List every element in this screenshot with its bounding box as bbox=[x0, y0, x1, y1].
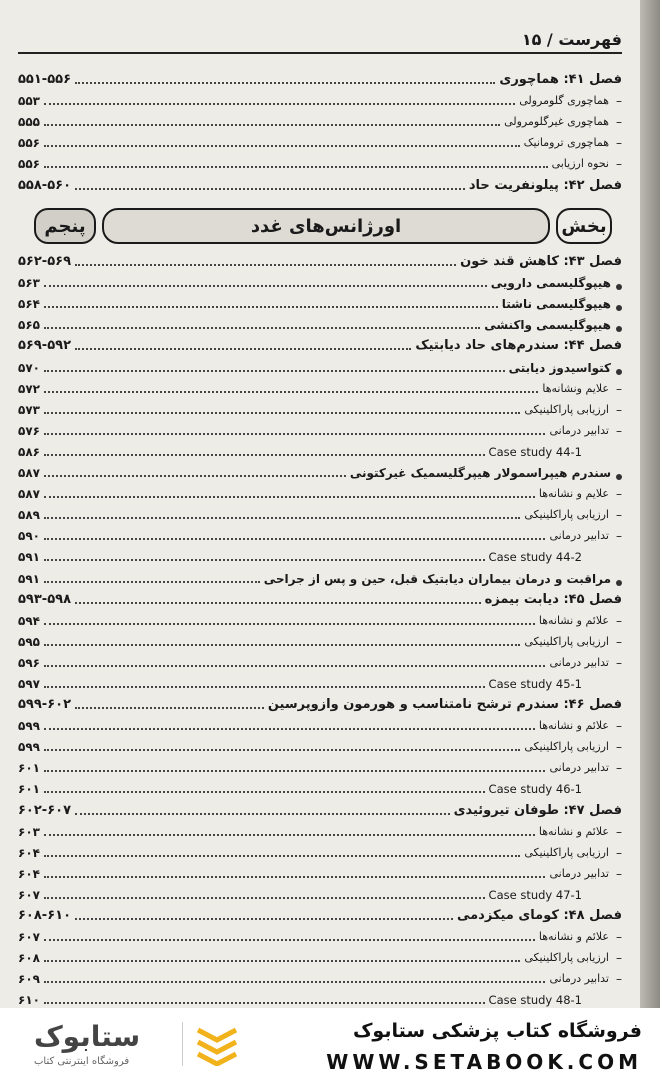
toc-entry-label bbox=[539, 487, 613, 501]
toc-page-number: ۵۵۸-۵۶۰ bbox=[18, 177, 72, 193]
toc-page-number: ۵۵۳ bbox=[18, 94, 40, 109]
section-title: اورژانس‌های غدد bbox=[102, 208, 550, 244]
dash-icon: – bbox=[616, 157, 622, 172]
page-header bbox=[18, 32, 622, 54]
toc-page-number: ۶۰۲-۶۰۷ bbox=[18, 802, 72, 818]
toc-page-number: ۵۹۴ bbox=[18, 613, 40, 628]
toc-row-sub bbox=[18, 524, 622, 545]
toc-entry-label bbox=[542, 382, 613, 396]
toc-page-number: ۵۶۴ bbox=[18, 297, 40, 312]
toc-page-number: ۵۹۹ bbox=[18, 740, 40, 755]
toc-entry-label bbox=[549, 867, 613, 881]
dash-icon: – bbox=[616, 824, 622, 839]
toc-row-chapter bbox=[18, 68, 622, 89]
section-number: پنجم bbox=[34, 208, 96, 244]
page-edge bbox=[640, 0, 660, 1008]
dash-icon: – bbox=[616, 381, 622, 396]
toc-entry-label bbox=[549, 424, 613, 438]
toc-page-number: ۵۸۷ bbox=[18, 487, 40, 502]
toc-entry-text: فصل ۴۷: طوفان تیروئیدی bbox=[453, 802, 622, 818]
toc-page-number: ۵۵۶ bbox=[18, 136, 40, 151]
dot-leader bbox=[75, 82, 495, 84]
toc-page-number: ۵۸۶ bbox=[18, 444, 40, 459]
toc-page-number: ۵۷۲ bbox=[18, 381, 40, 396]
dot-leader bbox=[44, 475, 346, 477]
dot-leader bbox=[44, 644, 520, 646]
dash-icon: – bbox=[616, 487, 622, 502]
toc-row-bullet bbox=[18, 313, 622, 334]
toc-row-chapter bbox=[18, 250, 622, 271]
dot-leader bbox=[44, 855, 520, 857]
dot-leader bbox=[44, 517, 520, 519]
toc-row-sub bbox=[18, 841, 622, 862]
logo-wordmark: ستابوک bbox=[34, 1020, 141, 1053]
dot-leader bbox=[44, 559, 485, 561]
toc-entry-text: فصل ۴۳: کاهش قند خون bbox=[460, 254, 622, 270]
toc-entry-label bbox=[539, 825, 613, 839]
bullet-icon bbox=[616, 305, 622, 311]
toc-row-sub bbox=[18, 862, 622, 883]
logo-tagline: فروشگاه اینترنتی کتاب bbox=[34, 1056, 130, 1067]
dot-leader bbox=[75, 707, 264, 709]
section-banner bbox=[34, 208, 612, 244]
dash-icon: – bbox=[616, 136, 622, 151]
toc-entry-text: کتواسیدوز دیابتی bbox=[508, 360, 611, 375]
toc-list-main bbox=[18, 250, 622, 1008]
dot-leader bbox=[44, 454, 485, 456]
toc-entry-text: ارزیابی پاراکلینیکی bbox=[524, 740, 609, 754]
toc-entry-text: Case study 46-1 bbox=[488, 782, 582, 797]
toc-entry-label bbox=[489, 782, 622, 796]
toc-page-number: ۶۱۰ bbox=[18, 993, 40, 1008]
toc-entry-text: هماچوری غیرگلومرولی bbox=[504, 115, 609, 129]
toc-entry-label bbox=[524, 508, 613, 522]
dot-leader bbox=[44, 939, 535, 941]
toc-page-number: ۶۰۸ bbox=[18, 951, 40, 966]
store-url[interactable]: WWW.SETABOOK.COM bbox=[326, 1050, 642, 1074]
toc-entry-text: علائم و نشانه‌ها bbox=[538, 824, 609, 838]
toc-row-sub bbox=[18, 946, 622, 967]
toc-row-sub bbox=[18, 967, 622, 988]
toc-page-number: ۶۰۳ bbox=[18, 824, 40, 839]
toc-row-bullet bbox=[18, 566, 622, 587]
toc-row-bullet bbox=[18, 461, 622, 482]
toc-page-number: ۵۹۰ bbox=[18, 529, 40, 544]
toc-entry-label bbox=[539, 719, 613, 733]
toc-entry-text: هیپوگلیسمی دارویی bbox=[490, 276, 611, 291]
dash-icon: – bbox=[616, 655, 622, 670]
toc-page-number: ۵۷۶ bbox=[18, 423, 40, 438]
dash-icon: – bbox=[616, 951, 622, 966]
toc-entry-text: تدابیر درمانی bbox=[549, 529, 609, 543]
toc-row-case bbox=[18, 672, 622, 693]
toc-row-case bbox=[18, 777, 622, 798]
toc-entry-label bbox=[264, 572, 611, 586]
dot-leader bbox=[44, 770, 545, 772]
dot-leader bbox=[44, 876, 545, 878]
toc-row-case bbox=[18, 988, 622, 1008]
dot-leader bbox=[44, 285, 487, 287]
toc-entry-label bbox=[491, 276, 611, 290]
toc-entry-text: Case study 44-1 bbox=[488, 444, 582, 459]
toc-entry-text: ارزیابی پاراکلینیکی bbox=[524, 951, 609, 965]
toc-entry-text: تدابیر درمانی bbox=[549, 761, 609, 775]
dash-icon: – bbox=[616, 930, 622, 945]
toc-entry-label bbox=[519, 94, 613, 108]
toc-row-sub bbox=[18, 110, 622, 131]
toc-row-sub bbox=[18, 630, 622, 651]
toc-entry-text: علایم ونشانه‌ها bbox=[542, 381, 609, 395]
toc-page-number: ۵۵۵ bbox=[18, 115, 40, 130]
toc-entry-text: فصل ۴۱: هماچوری bbox=[499, 72, 622, 88]
dot-leader bbox=[44, 791, 485, 793]
toc-page-number: ۵۵۱-۵۵۶ bbox=[18, 72, 72, 88]
dot-leader bbox=[44, 103, 515, 105]
dash-icon: – bbox=[616, 845, 622, 860]
toc-page-number: ۵۹۹-۶۰۲ bbox=[18, 697, 72, 713]
dot-leader bbox=[44, 623, 535, 625]
toc-entry-text: فصل ۴۶: سندرم ترشح نامتناسب و هورمون وازوپرسین bbox=[267, 697, 622, 713]
toc-page-number: ۵۶۲-۵۶۹ bbox=[18, 254, 72, 270]
dot-leader bbox=[44, 166, 548, 168]
dot-leader bbox=[44, 1002, 485, 1004]
toc-entry-label bbox=[504, 115, 613, 129]
dash-icon: – bbox=[616, 740, 622, 755]
store-footer bbox=[0, 1008, 660, 1080]
toc-row-chapter bbox=[18, 904, 622, 925]
toc-entry-text: فصل ۴۴: سندرم‌های حاد دیابتیک bbox=[415, 338, 622, 354]
toc-entry-label bbox=[489, 993, 622, 1007]
dot-leader bbox=[44, 433, 545, 435]
toc-page-number: ۶۰۷ bbox=[18, 887, 40, 902]
toc-row-bullet bbox=[18, 271, 622, 292]
toc-page-number: ۶۰۸-۶۱۰ bbox=[18, 908, 72, 923]
toc-entry-label bbox=[524, 951, 613, 965]
toc-row-sub bbox=[18, 482, 622, 503]
toc-page-number: ۶۰۹ bbox=[18, 972, 40, 987]
toc-entry-text: هیپوگلیسمی ناشتا bbox=[501, 297, 611, 312]
toc-entry-label bbox=[549, 656, 613, 670]
dot-leader bbox=[44, 306, 498, 308]
dash-icon: – bbox=[616, 866, 622, 881]
toc-entry-text: علایم و نشانه‌ها bbox=[538, 487, 609, 501]
toc-row-sub bbox=[18, 820, 622, 841]
toc-row-sub bbox=[18, 735, 622, 756]
toc-entry-text: تدابیر درمانی bbox=[549, 655, 609, 669]
toc-entry-label bbox=[524, 846, 613, 860]
toc-page-number: ۵۹۱ bbox=[18, 571, 40, 586]
toc-page-number: ۵۶۵ bbox=[18, 318, 40, 333]
toc-entry-text: علائم و نشانه‌ها bbox=[538, 719, 609, 733]
toc-entry-text: هماچوری ترومانیک bbox=[523, 136, 609, 150]
toc-entry-text: مراقبت و درمان بیماران دیابتیک قبل، حین و پس از جراحی bbox=[263, 571, 611, 586]
dash-icon: – bbox=[616, 719, 622, 734]
toc-row-sub bbox=[18, 925, 622, 946]
dot-leader bbox=[44, 981, 545, 983]
toc-page-number: ۵۵۶ bbox=[18, 157, 40, 172]
toc-entry-text: علائم و نشانه‌ها bbox=[538, 613, 609, 627]
toc-entry-label bbox=[499, 73, 622, 87]
toc-entry-text: Case study 47-1 bbox=[488, 887, 582, 902]
dash-icon: – bbox=[616, 115, 622, 130]
toc-entry-text: نحوه ارزیابی bbox=[551, 157, 609, 171]
toc-entry-label bbox=[350, 466, 611, 480]
toc-entry-label bbox=[489, 445, 622, 459]
dot-leader bbox=[44, 412, 520, 414]
toc-list-top bbox=[18, 68, 622, 195]
toc-entry-text: تدابیر درمانی bbox=[549, 423, 609, 437]
section-word: بخش bbox=[556, 208, 612, 244]
toc-row-chapter bbox=[18, 334, 622, 355]
toc-row-sub bbox=[18, 503, 622, 524]
bullet-icon bbox=[616, 369, 622, 375]
toc-entry-text: ارزیابی پاراکلینیکی bbox=[524, 508, 609, 522]
toc-row-sub bbox=[18, 756, 622, 777]
toc-entry-label bbox=[489, 550, 622, 564]
dot-leader bbox=[75, 348, 411, 350]
toc-page-number: ۶۰۴ bbox=[18, 845, 40, 860]
toc-page-number: ۶۰۷ bbox=[18, 930, 40, 945]
toc-entry-label bbox=[509, 361, 611, 375]
toc-row-sub bbox=[18, 714, 622, 735]
dot-leader bbox=[75, 813, 450, 815]
toc-row-sub bbox=[18, 398, 622, 419]
toc-row-sub bbox=[18, 651, 622, 672]
toc-entry-text: فصل ۴۲: پیلونفریت حاد bbox=[468, 177, 622, 193]
dot-leader bbox=[44, 496, 535, 498]
dash-icon: – bbox=[616, 634, 622, 649]
dot-leader bbox=[75, 188, 465, 190]
toc-entry-label bbox=[549, 761, 613, 775]
toc-entry-text: ارزیابی پاراکلینیکی bbox=[524, 845, 609, 859]
dot-leader bbox=[44, 897, 485, 899]
toc-row-chapter bbox=[18, 588, 622, 609]
toc-row-bullet bbox=[18, 355, 622, 376]
bullet-icon bbox=[616, 326, 622, 332]
toc-entry-text: هیپوگلیسمی واکنشی bbox=[484, 318, 611, 333]
dot-leader bbox=[44, 749, 520, 751]
toc-entry-text: علائم و نشانه‌ها bbox=[538, 930, 609, 944]
toc-row-case bbox=[18, 545, 622, 566]
toc-entry-text: Case study 45-1 bbox=[488, 676, 582, 691]
toc-entry-text: Case study 44-2 bbox=[488, 550, 582, 565]
toc-entry-label bbox=[268, 698, 622, 712]
dot-leader bbox=[75, 264, 456, 266]
toc-entry-label bbox=[524, 740, 613, 754]
toc-entry-text: هماچوری گلومرولی bbox=[519, 94, 609, 108]
toc-entry-text: Case study 48-1 bbox=[488, 993, 582, 1008]
toc-entry-label bbox=[524, 136, 613, 150]
toc-row-chapter bbox=[18, 798, 622, 819]
toc-page-number: ۵۹۳-۵۹۸ bbox=[18, 591, 72, 607]
toc-entry-label bbox=[502, 297, 611, 311]
toc-row-sub bbox=[18, 152, 622, 173]
dash-icon: – bbox=[616, 613, 622, 628]
dash-icon: – bbox=[616, 508, 622, 523]
toc-entry-label bbox=[489, 677, 622, 691]
logo-divider bbox=[182, 1022, 183, 1066]
dot-leader bbox=[44, 960, 520, 962]
toc-entry-label bbox=[524, 403, 613, 417]
dot-leader bbox=[44, 728, 535, 730]
toc-entry-text: تدابیر درمانی bbox=[549, 972, 609, 986]
toc-page-number: ۵۹۵ bbox=[18, 634, 40, 649]
toc-entry-label bbox=[460, 255, 622, 269]
toc-page-number: ۵۶۹-۵۹۲ bbox=[18, 338, 72, 354]
page-header-title: فهرست / ۱۵ bbox=[521, 30, 622, 49]
toc-page-number: ۵۷۳ bbox=[18, 402, 40, 417]
toc-page-number: ۵۹۹ bbox=[18, 719, 40, 734]
toc-row-case bbox=[18, 440, 622, 461]
toc-entry-text: سندرم هیپراسمولار هیپرگلیسمیک غیرکتونی bbox=[349, 466, 611, 481]
toc-entry-label bbox=[469, 179, 622, 193]
dot-leader bbox=[44, 327, 480, 329]
dash-icon: – bbox=[616, 761, 622, 776]
toc-entry-label bbox=[454, 804, 622, 818]
toc-entry-label bbox=[457, 909, 622, 923]
toc-page-number: ۵۷۰ bbox=[18, 360, 40, 375]
bullet-icon bbox=[616, 580, 622, 586]
book-logo-icon bbox=[194, 1022, 240, 1066]
bullet-icon bbox=[616, 474, 622, 480]
dot-leader bbox=[44, 370, 505, 372]
toc-page-number: ۵۸۷ bbox=[18, 466, 40, 481]
toc-entry-label bbox=[539, 614, 613, 628]
toc-row-sub bbox=[18, 419, 622, 440]
dash-icon: – bbox=[616, 529, 622, 544]
toc-entry-text: فصل ۴۵: دیابت بیمزه bbox=[484, 591, 622, 607]
toc-entry-label bbox=[415, 339, 622, 353]
toc-row-sub bbox=[18, 609, 622, 630]
toc-page-number: ۶۰۴ bbox=[18, 866, 40, 881]
dot-leader bbox=[75, 918, 453, 920]
dot-leader bbox=[44, 665, 545, 667]
toc-entry-label bbox=[524, 635, 613, 649]
toc-entry-label bbox=[485, 593, 622, 607]
toc-page-number: ۵۹۱ bbox=[18, 550, 40, 565]
toc-entry-text: تدابیر درمانی bbox=[549, 866, 609, 880]
dot-leader bbox=[44, 686, 485, 688]
dash-icon: – bbox=[616, 402, 622, 417]
toc-page-number: ۶۰۱ bbox=[18, 782, 40, 797]
toc-row-case bbox=[18, 883, 622, 904]
toc-entry-text: ارزیابی پاراکلینیکی bbox=[524, 402, 609, 416]
toc-entry-label bbox=[539, 930, 613, 944]
dot-leader bbox=[44, 834, 535, 836]
dot-leader bbox=[44, 391, 538, 393]
dot-leader bbox=[44, 124, 500, 126]
toc-row-sub bbox=[18, 377, 622, 398]
toc-row-sub bbox=[18, 89, 622, 110]
dot-leader bbox=[44, 538, 545, 540]
toc-page-number: ۶۰۱ bbox=[18, 761, 40, 776]
dash-icon: – bbox=[616, 423, 622, 438]
toc-page-number: ۵۶۳ bbox=[18, 276, 40, 291]
toc-entry-text: ارزیابی پاراکلینیکی bbox=[524, 634, 609, 648]
toc-entry-label bbox=[549, 529, 613, 543]
toc-entry-text: فصل ۴۸: کومای میکزدمی bbox=[456, 908, 622, 923]
toc-row-sub bbox=[18, 131, 622, 152]
dash-icon: – bbox=[616, 94, 622, 109]
toc-row-bullet bbox=[18, 292, 622, 313]
dash-icon: – bbox=[616, 972, 622, 987]
toc-page-number: ۵۹۷ bbox=[18, 676, 40, 691]
toc-page-number: ۵۹۶ bbox=[18, 655, 40, 670]
toc-entry-label bbox=[552, 157, 613, 171]
toc-page-number: ۵۸۹ bbox=[18, 508, 40, 523]
dot-leader bbox=[44, 145, 520, 147]
toc-entry-label bbox=[484, 318, 611, 332]
dot-leader bbox=[75, 602, 481, 604]
bullet-icon bbox=[616, 284, 622, 290]
toc-entry-label bbox=[489, 888, 622, 902]
store-name: فروشگاه کتاب پزشکی ستابوک bbox=[352, 1020, 642, 1042]
toc-row-chapter bbox=[18, 173, 622, 194]
toc-entry-label bbox=[549, 972, 613, 986]
dot-leader bbox=[44, 581, 260, 583]
toc-row-chapter bbox=[18, 693, 622, 714]
